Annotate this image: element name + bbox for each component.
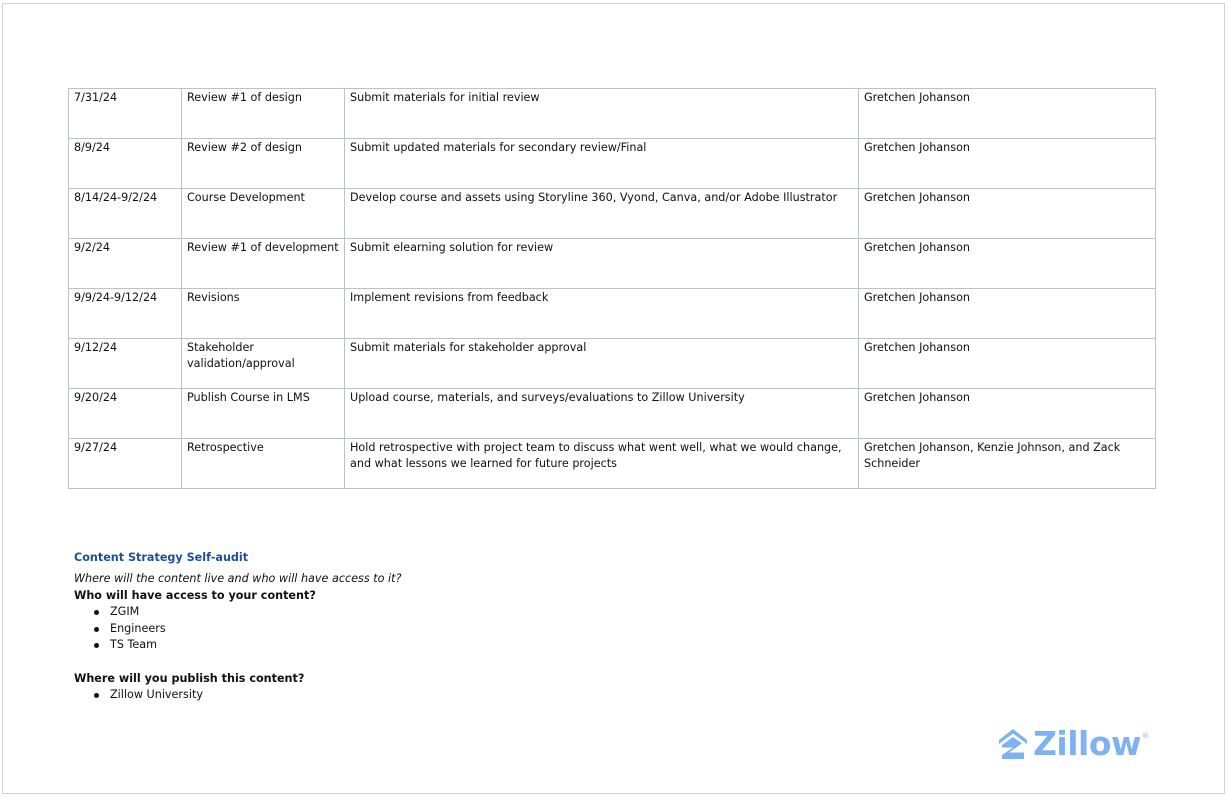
bullet-icon [94,693,99,698]
project-schedule-table [68,88,1156,489]
owner-cell: Gretchen Johanson [859,239,1156,289]
owner-cell: Gretchen Johanson [859,189,1156,239]
task-cell: Course Development [182,189,345,239]
list-item [74,604,674,621]
date-cell: 9/2/24 [69,239,182,289]
table-row [69,189,1156,239]
zillow-logo [998,724,1149,764]
description-cell: Develop course and assets using Storyline 360, Vyond, Canva, and/or Adobe Illustrator [345,189,859,239]
access-heading: Who will have access to your content? [74,589,316,602]
table-row [69,89,1156,139]
owner-cell: Gretchen Johanson [859,389,1156,439]
content-strategy-section [74,549,674,703]
date-cell: 9/20/24 [69,389,182,439]
date-cell: 7/31/24 [69,89,182,139]
description-cell: Upload course, materials, and surveys/evaluations to Zillow University [345,389,859,439]
section-heading: Content Strategy Self-audit [74,551,249,564]
date-cell: 8/9/24 [69,139,182,189]
list-item-text: Engineers [110,621,166,635]
owner-cell: Gretchen Johanson [859,339,1156,389]
description-cell: Submit materials for initial review [345,89,859,139]
task-cell: Retrospective [182,439,345,489]
table-row [69,139,1156,189]
bullet-icon [94,643,99,648]
owner-cell: Gretchen Johanson [859,139,1156,189]
table-row [69,439,1156,489]
table-row [69,389,1156,439]
logo-wordmark: Zillow [1033,724,1142,763]
task-cell: Stakeholder validation/approval [182,339,345,389]
access-list [74,604,674,654]
task-cell: Review #1 of development [182,239,345,289]
date-cell: 9/12/24 [69,339,182,389]
task-cell: Revisions [182,289,345,339]
publish-list [74,687,674,704]
list-item-text: ZGIM [110,605,140,618]
task-cell: Review #2 of design [182,139,345,189]
table-row [69,289,1156,339]
list-item [74,621,674,638]
description-cell: Submit materials for stakeholder approval [345,339,859,389]
description-cell: Submit elearning solution for review [345,239,859,289]
date-cell: 8/14/24-9/2/24 [69,189,182,239]
owner-cell: Gretchen Johanson [859,289,1156,339]
registered-mark-icon: ® [1142,732,1150,740]
description-cell: Hold retrospective with project team to discuss what went well, what we would change, and what lessons we learned for future projects [345,439,859,489]
list-item-text: Zillow University [110,687,203,701]
task-cell: Publish Course in LMS [182,389,345,439]
date-cell: 9/9/24-9/12/24 [69,289,182,339]
owner-cell: Gretchen Johanson, Kenzie Johnson, and Zack Schneider [859,439,1156,489]
bullet-icon [94,610,99,615]
section-question: Where will the content live and who will have access to it? [74,572,402,585]
description-cell: Submit updated materials for secondary review/Final [345,139,859,189]
date-cell: 9/27/24 [69,439,182,489]
description-cell: Implement revisions from feedback [345,289,859,339]
zillow-house-icon [998,728,1028,761]
table-row [69,239,1156,289]
list-item-text: TS Team [110,638,158,651]
bullet-icon [94,627,99,632]
list-item [74,637,674,654]
owner-cell: Gretchen Johanson [859,89,1156,139]
publish-heading: Where will you publish this content? [74,671,305,685]
table-row [69,339,1156,389]
task-cell: Review #1 of design [182,89,345,139]
list-item [74,687,674,704]
